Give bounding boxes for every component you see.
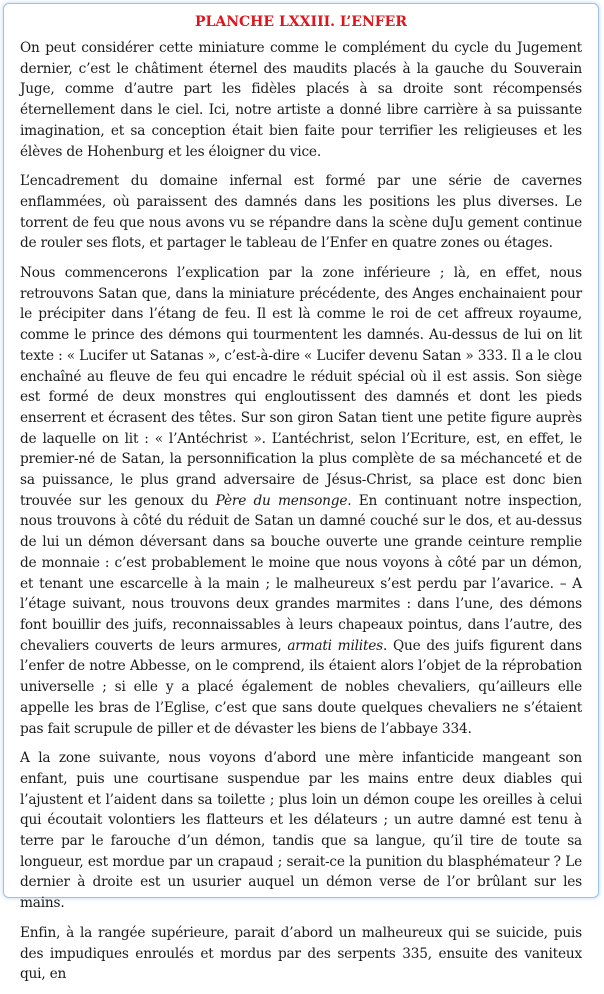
document-page bbox=[3, 3, 599, 983]
italic-text-segment: Père du mensonge bbox=[215, 492, 348, 509]
paragraph-2 bbox=[20, 171, 582, 254]
text-segment: Nous commencerons l’explication par la zone inférieure ; là, en effet, nous retrouvons Satan que, dans la miniature précédente, des Anges enchainaient pour le précipiter dans l’étang de feu. Il est là comme le roi de cet affreux royaume, comme le prince des démons qui tourmentent les damnés. Au-dessus de lui on lit texte : « Lucifer ut Satanas », c’est-à-dire « Lucifer devenu Satan » 333. Il a le clou enchaîné au fleuve de feu qui encadre le réduit spécial où il est assis. Son siège est formé de deux monstres qui engloutissent des damnés et dont les pieds enserrent et écrasent des têtes. Sur son giron Satan tient une petite figure auprès de laquelle on lit : « l’Antéchrist ». L’antéchrist, selon l’Ecriture, est, en effet, le premier-né de Satan, la personnification la plus complète de sa méchanceté et de sa puissance, le plus grand adversaire de Jésus-Christ, sa place est donc bien trouvée sur les genoux du bbox=[20, 265, 582, 509]
paragraph-3 bbox=[20, 263, 582, 739]
paragraph-1 bbox=[20, 38, 582, 162]
paragraph-4 bbox=[20, 748, 582, 914]
text-segment: A la zone suivante, nous voyons d’abord une mère infanticide mangeant son enfant, puis une courtisane suspendue par les mains entre deux diables qui l’ajustent et l’aident dans sa toilette ; plus loin un démon coupe les oreilles à celui qui écoutait volontiers les flatteurs et les délateurs ; un autre damné est tenu à terre par le farouche d’un démon, tandis que sa langue, qu’il tire de toute sa longueur, est mordue par un crapaud ; serait-ce la punition du blasphémateur ? Le dernier à droite est un usurier auquel un démon verse de l’or brûlant sur les mains. bbox=[20, 750, 582, 912]
text-segment: Enfin, à la rangée supérieure, parait d’abord un malheureux qui se suicide, puis des impudiques enroulés et mordus par des serpents 335, ensuite des vaniteux qui, en bbox=[20, 924, 582, 983]
italic-text-segment: armati milites bbox=[287, 637, 383, 654]
text-segment: . En continuant notre inspection, nous trouvons à côté du réduit de Satan un damné couché sur le dos, et au-dessus de lui un démon déversant dans sa bouche ouverte une grande ceinture remplie de monnaie : c’est probablement le moine que nous voyons à côté par un démon, et tenant une escarcelle à la main ; le malheureux s’est perdu par l’avarice. – A l’étage suivant, nous trouvons deux grandes marmites : dans l’une, des démons font bouillir des juifs, reconnaissables à leurs chapeaux pointus, dans l’autre, des chevaliers couverts de leurs armures, bbox=[20, 492, 582, 654]
text-segment: L’encadrement du domaine infernal est formé par une série de cavernes enflammées, où paraissent des damnés dans les positions les plus diverses. Le torrent de feu que nous avons vu se répandre dans la scène duJu gement continue de rouler ses flots, et partager le tableau de l’Enfer en quatre zones ou étages. bbox=[20, 173, 582, 252]
text-segment: On peut considérer cette miniature comme le complément du cycle du Jugement dernier, c’est le châtiment éternel des maudits placés à la gauche du Souverain Juge, comme d’autre part les fidèles placés à sa droite sont récompensés éternellement dans le ciel. Ici, notre artiste a donné libre carrière à sa puissante imagination, et sa conception était bien faite pour terrifier les religieuses et les élèves de Hohenburg et les éloigner du vice. bbox=[20, 40, 582, 160]
text-segment: . Que des juifs figurent dans l’enfer de notre Abbesse, on le comprend, ils étaient alors l’objet de la réprobation universelle ; si elle y a placé également de nobles chevaliers, qu’ailleurs elle appelle les bras de l’Eglise, c’est que sans doute quelques chevaliers ne s’étaient pas fait scrupule de piller et de dévaster les biens de l’abbaye 334. bbox=[20, 637, 582, 737]
page-title: PLANCHE LXXIII. L’ENFER bbox=[195, 14, 407, 30]
paragraph-5 bbox=[20, 923, 582, 985]
document-body bbox=[20, 12, 582, 994]
